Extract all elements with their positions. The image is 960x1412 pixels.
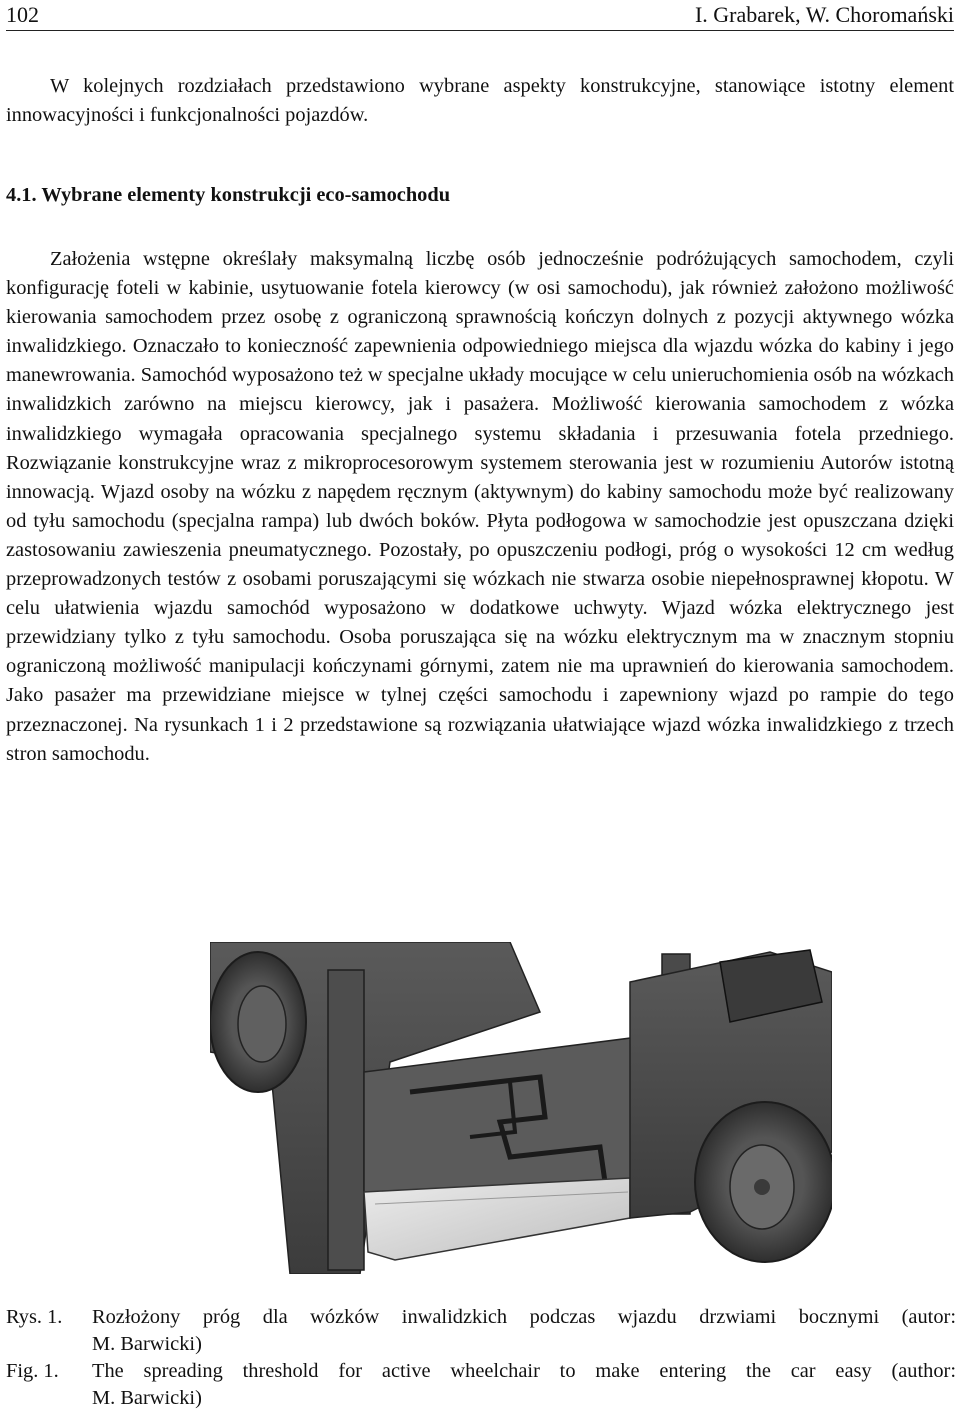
threshold-plate <box>364 1178 630 1260</box>
caption-text: The spreading threshold for active wheelchair to make entering the car easy (author: <box>92 1360 956 1382</box>
caption-text: Rozłożony próg dla wózków inwalidzkich podczas wjazdu drzwiami bocznymi (autor: <box>92 1306 956 1328</box>
door-pillar-left <box>328 970 364 1270</box>
caption-text-cont: M. Barwicki) <box>92 1387 202 1409</box>
figure-caption-pl <box>6 1304 956 1358</box>
intro-paragraph: W kolejnych rozdziałach przedstawiono wybrane aspekty konstrukcyjne, stanowiące istotny element innowacyjności i funkcjonalności pojazdów. <box>6 75 954 127</box>
caption-label: Fig. 1. <box>6 1360 59 1382</box>
caption-label: Rys. 1. <box>6 1306 63 1328</box>
section-heading: 4.1. Wybrane elementy konstrukcji eco-samochodu <box>6 184 451 206</box>
figure-caption-en <box>6 1358 956 1412</box>
body-paragraph: Założenia wstępne określały maksymalną liczbę osób jednocześnie podróżujących samochodem, czyli konfigurację foteli w kabinie, usytuowanie fotela kierowcy (w osi samochodu), jak również założono możliwość kierowania samochodem przez osobę z ograniczoną sprawnością kończyn dolnych z pozycji aktywnego wózka inwalidzkiego. Oznaczało to konieczność zapewnienia odpowiedniego miejsca dla wjazdu wózka do kabiny i jego manewrowania. Samochód wyposażono też w specjalne układy mocujące w celu unieruchomienia osób na wózkach inwalidzkich zarówno na miejscu kierowcy, jak i pasażera. Możliwość kierowania samochodem z wózka inwalidzkiego wymagała opracowania specjalnego systemu składania i przesuwania fotela przedniego. Rozwiązanie konstrukcyjne wraz z mikroprocesorowym systemem sterowania jest w rozumieniu Autorów istotną innowacją. Wjazd osoby na wózku z napędem ręcznym (aktywnym) do kabiny samochodu może być realizowany od tyłu samochodu (specjalna rampa) lub dwóch boków. Płyta podłogowa w samochodzie jest opuszczana dzięki zastosowaniu zawieszenia pneumatycznego. Pozostały, po opuszczeniu podłogi, próg o wysokości 12 cm według przeprowadzonych testów z osobami poruszającymi się wózkach nie stwarza osobie niepełnosprawnej kłopotu. W celu ułatwienia wjazdu samochód wyposażono w dodatkowe uchwyty. Wjazd wózka elektrycznego jest przewidziany tylko z tyłu samochodu. Osoba poruszająca się na wózku elektrycznym ma w znacznym stopniu ograniczoną możliwość manipulacji kończynami górnymi, zatem nie ma uprawnień do kierowania samochodem. Jako pasażer ma przewidziane miejsce w tylnej części samochodu i zapewniony wjazd po rampie do tego przeznaczonej. Na rysunkach 1 i 2 przedstawione są rozwiązania ułatwiające wjazd wózka inwalidzkiego z trzech stron samochodu. <box>6 248 954 765</box>
running-authors: I. Grabarek, W. Choromański <box>694 2 954 27</box>
figure-1-render <box>210 942 832 1274</box>
caption-text-cont: M. Barwicki) <box>92 1333 202 1355</box>
vehicle-threshold-illustration <box>210 942 832 1274</box>
page-header <box>6 0 954 31</box>
page-number: 102 <box>6 2 39 27</box>
